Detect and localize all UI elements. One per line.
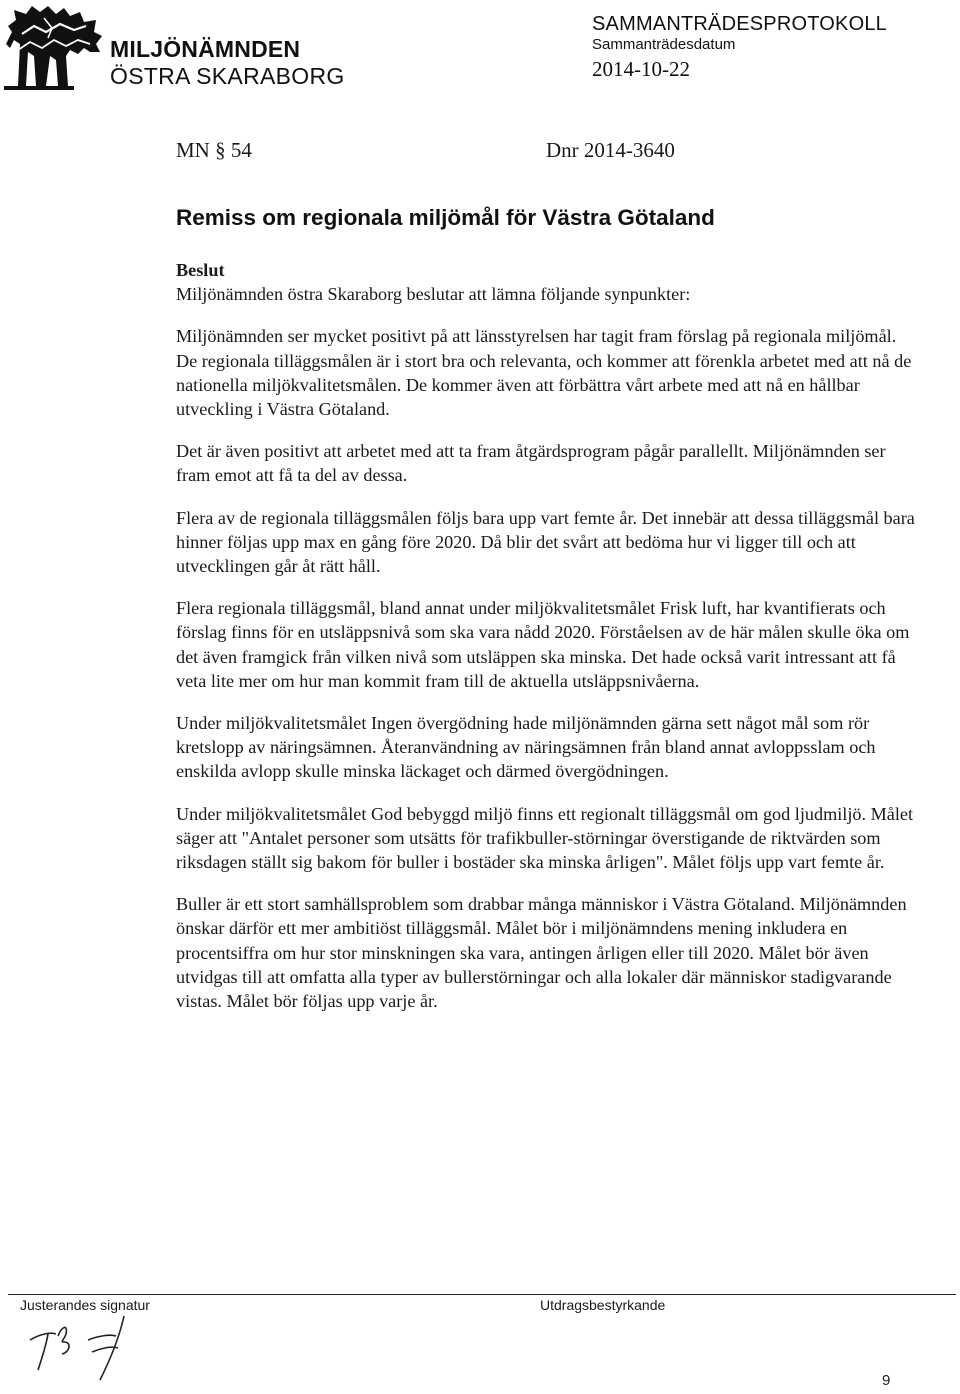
page-number: 9	[882, 1372, 891, 1389]
footer-divider	[8, 1294, 956, 1295]
organization-name	[110, 36, 345, 90]
org-name-line1: MILJÖNÄMNDEN	[110, 36, 301, 62]
document-type: SAMMANTRÄDESPROTOKOLL	[592, 13, 888, 35]
paragraph: Flera av de regionala tilläggsmålen följs bara upp vart femte år. Det innebär att dessa tilläggsmål bara hinner följas upp max en gång före 2020. Då blir det svårt att bedöma hur vi ligger till och att utvecklingen går åt rätt håll.	[176, 507, 915, 577]
tree-logo-icon	[4, 4, 106, 92]
paragraph-number: MN § 54	[176, 138, 252, 162]
handwritten-signature-icon	[26, 1312, 156, 1382]
decision-intro: Miljönämnden östra Skaraborg beslutar att lämna följande synpunkter:	[176, 284, 691, 305]
page-title: Remiss om regionala miljömål för Västra Götaland	[176, 205, 715, 230]
meeting-date: 2014-10-22	[592, 57, 690, 81]
diary-number: Dnr 2014-3640	[546, 138, 675, 162]
org-name-line2: ÖSTRA SKARABORG	[110, 63, 345, 89]
paragraph: Flera regionala tilläggsmål, bland annat under miljökvalitetsmålet Frisk luft, har kvantifierats och förslag finns för en utsläppsnivå som ska vara nådd 2020. Förståelsen av de här målen skulle öka om det även framgick från vilken nivå som utsläppen ska minska. Det hade också varit intressant att få veta lite mer om hur man kommit fram till de aktuella utsläppsnivåerna.	[176, 598, 910, 691]
decision-section	[176, 258, 916, 1013]
paragraph: Buller är ett stort samhällsproblem som drabbar många människor i Västra Götaland. Miljönämnden önskar därför ett mer ambitiöst tilläggsmål. Målet bör i miljönämndens mening inkludera en procentsiffra om hur stor minskningen ska vara, antingen årligen eller till 2020. Målet bör även utvidgas till att omfatta alla typer av bullerstörningar och alla lokaler där människor stadigvarande vistas. Målet bör följas upp varje år.	[176, 894, 907, 1012]
section-heading: Beslut	[176, 260, 225, 280]
signature-label: Justerandes signatur	[20, 1297, 150, 1313]
paragraph: Under miljökvalitetsmålet God bebyggd miljö finns ett regionalt tilläggsmål om god ljudmiljö. Målet säger att "Antalet personer som utsätts för trafikbuller-störningar överstigande de riktvärden som riksdagen ställt sig bakom för buller i bostäder ska minska årligen". Målet följs upp vart femte år.	[176, 803, 913, 873]
paragraph: Miljönämnden ser mycket positivt på att länsstyrelsen har tagit fram förslag på regionala miljömål. De regionala tilläggsmålen är i stort bra och relevanta, och kommer att förenkla arbetet med att nå de nationella miljökvalitetsmålen. De kommer även att förbättra vårt arbete med att nå en hållbar utveckling i Västra Götaland.	[176, 326, 912, 420]
paragraph: Under miljökvalitetsmålet Ingen övergödning hade miljönämnden gärna sett något mål som rör kretslopp av näringsämnen. Återanvändning av näringsämnen från bland annat avloppsslam och enskilda avlopp skulle minska läckaget och därmed övergödningen.	[176, 713, 876, 782]
extract-certification-label: Utdragsbestyrkande	[540, 1297, 666, 1313]
document-header	[592, 12, 887, 82]
paragraph: Det är även positivt att arbetet med att ta fram åtgärdsprogram pågår parallellt. Miljönämnden ser fram emot att få ta del av dessa.	[176, 441, 886, 486]
meeting-date-label: Sammanträdesdatum	[592, 36, 736, 53]
